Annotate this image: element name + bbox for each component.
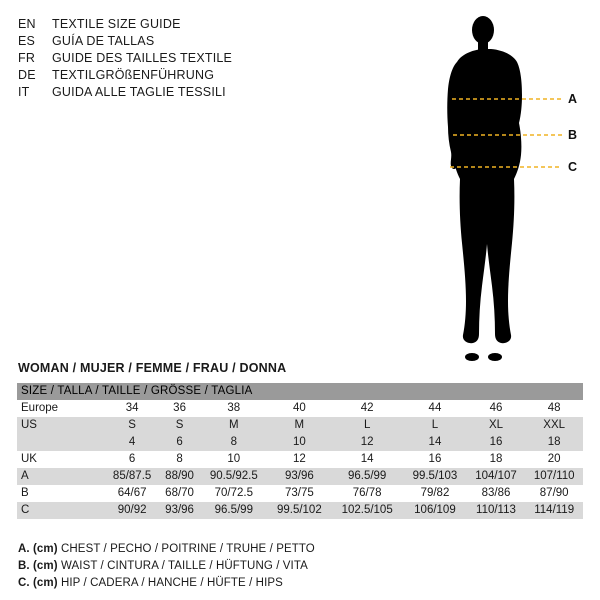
cell-c-4: 102.5/105 <box>331 502 403 519</box>
measurement-label-a: A <box>568 92 578 106</box>
language-row-de <box>18 67 338 84</box>
row-label-b: B <box>17 485 105 502</box>
cell-uk-2: 10 <box>200 451 268 468</box>
note-c <box>18 575 315 592</box>
female-silhouette-icon <box>420 8 590 373</box>
cell-c-2: 96.5/99 <box>200 502 268 519</box>
cell-b-2: 70/72.5 <box>200 485 268 502</box>
cell-europe-2: 38 <box>200 400 268 417</box>
cell-uk-4: 14 <box>331 451 403 468</box>
note-b-text: WAIST / CINTURA / TAILLE / HÜFTUNG / VITA <box>60 560 308 572</box>
measurement-label-b: B <box>568 128 578 142</box>
cell-uk-5: 16 <box>403 451 466 468</box>
cell-uk-7: 20 <box>525 451 583 468</box>
cell-a-6: 104/107 <box>467 468 526 485</box>
cell-a-2: 90.5/92.5 <box>200 468 268 485</box>
cell-usnum-4: 12 <box>331 434 403 451</box>
cell-europe-0: 34 <box>105 400 159 417</box>
cell-usnum-5: 14 <box>403 434 466 451</box>
note-a <box>18 541 315 558</box>
note-c-text: HIP / CADERA / HANCHE / HÜFTE / HIPS <box>60 577 283 589</box>
cell-a-0: 85/87.5 <box>105 468 159 485</box>
cell-c-1: 93/96 <box>159 502 200 519</box>
cell-europe-4: 42 <box>331 400 403 417</box>
cell-uk-0: 6 <box>105 451 159 468</box>
cell-us-1: S <box>159 417 200 434</box>
cell-c-6: 110/113 <box>467 502 526 519</box>
table-row <box>17 417 583 434</box>
language-text-es: GUÍA DE TALLAS <box>52 34 155 48</box>
language-text-fr: GUIDE DES TAILLES TEXTILE <box>52 51 233 65</box>
row-label-us: US <box>17 417 105 434</box>
cell-a-3: 93/96 <box>268 468 331 485</box>
cell-b-1: 68/70 <box>159 485 200 502</box>
cell-b-3: 73/75 <box>268 485 331 502</box>
language-code-es: ES <box>18 34 36 48</box>
cell-us-4: L <box>331 417 403 434</box>
table-row <box>17 451 583 468</box>
cell-usnum-0: 4 <box>105 434 159 451</box>
cell-us-5: L <box>403 417 466 434</box>
table-row <box>17 434 583 451</box>
cell-usnum-1: 6 <box>159 434 200 451</box>
cell-us-2: M <box>200 417 268 434</box>
cell-europe-6: 46 <box>467 400 526 417</box>
row-label-c: C <box>17 502 105 519</box>
measurement-notes <box>18 541 315 592</box>
cell-usnum-6: 16 <box>467 434 526 451</box>
cell-c-0: 90/92 <box>105 502 159 519</box>
table-row <box>17 400 583 417</box>
language-title-block <box>18 16 338 101</box>
cell-europe-1: 36 <box>159 400 200 417</box>
table-row <box>17 485 583 502</box>
cell-b-0: 64/67 <box>105 485 159 502</box>
cell-b-6: 83/86 <box>467 485 526 502</box>
table-row <box>17 502 583 519</box>
language-row-es <box>18 33 338 50</box>
language-text-en: TEXTILE SIZE GUIDE <box>52 17 181 31</box>
cell-usnum-2: 8 <box>200 434 268 451</box>
cell-uk-3: 12 <box>268 451 331 468</box>
row-label-us-numeric <box>17 434 105 451</box>
cell-c-7: 114/119 <box>525 502 583 519</box>
cell-a-1: 88/90 <box>159 468 200 485</box>
cell-a-5: 99.5/103 <box>403 468 466 485</box>
language-text-it: GUIDA ALLE TAGLIE TESSILI <box>52 85 226 99</box>
note-c-key: C. (cm) <box>18 577 58 589</box>
cell-a-7: 107/110 <box>525 468 583 485</box>
note-a-text: CHEST / PECHO / POITRINE / TRUHE / PETTO <box>60 543 315 555</box>
gender-caption: WOMAN / MUJER / FEMME / FRAU / DONNA <box>18 361 287 375</box>
cell-us-3: M <box>268 417 331 434</box>
cell-europe-5: 44 <box>403 400 466 417</box>
language-row-it <box>18 84 338 101</box>
language-code-it: IT <box>18 85 30 99</box>
language-row-en <box>18 16 338 33</box>
cell-europe-7: 48 <box>525 400 583 417</box>
language-row-fr <box>18 50 338 67</box>
note-a-key: A. (cm) <box>18 543 58 555</box>
cell-b-5: 79/82 <box>403 485 466 502</box>
cell-usnum-3: 10 <box>268 434 331 451</box>
cell-a-4: 96.5/99 <box>331 468 403 485</box>
table-header-row <box>17 383 583 400</box>
table-row <box>17 468 583 485</box>
language-code-de: DE <box>18 68 36 82</box>
note-b <box>18 558 315 575</box>
language-code-en: EN <box>18 17 36 31</box>
row-label-a: A <box>17 468 105 485</box>
size-table <box>17 383 583 519</box>
cell-us-7: XXL <box>525 417 583 434</box>
cell-c-3: 99.5/102 <box>268 502 331 519</box>
cell-c-5: 106/109 <box>403 502 466 519</box>
cell-usnum-7: 18 <box>525 434 583 451</box>
cell-europe-3: 40 <box>268 400 331 417</box>
cell-b-7: 87/90 <box>525 485 583 502</box>
cell-us-0: S <box>105 417 159 434</box>
cell-us-6: XL <box>467 417 526 434</box>
note-b-key: B. (cm) <box>18 560 58 572</box>
row-label-europe: Europe <box>17 400 105 417</box>
row-label-uk: UK <box>17 451 105 468</box>
language-text-de: TEXTILGRÖßENFÜHRUNG <box>52 68 215 82</box>
language-code-fr: FR <box>18 51 36 65</box>
measurement-label-c: C <box>568 160 578 174</box>
cell-uk-1: 8 <box>159 451 200 468</box>
cell-b-4: 76/78 <box>331 485 403 502</box>
table-header-cell: SIZE / TALLA / TAILLE / GRÖSSE / TAGLIA <box>17 383 583 400</box>
cell-uk-6: 18 <box>467 451 526 468</box>
body-figure-area <box>420 8 590 373</box>
